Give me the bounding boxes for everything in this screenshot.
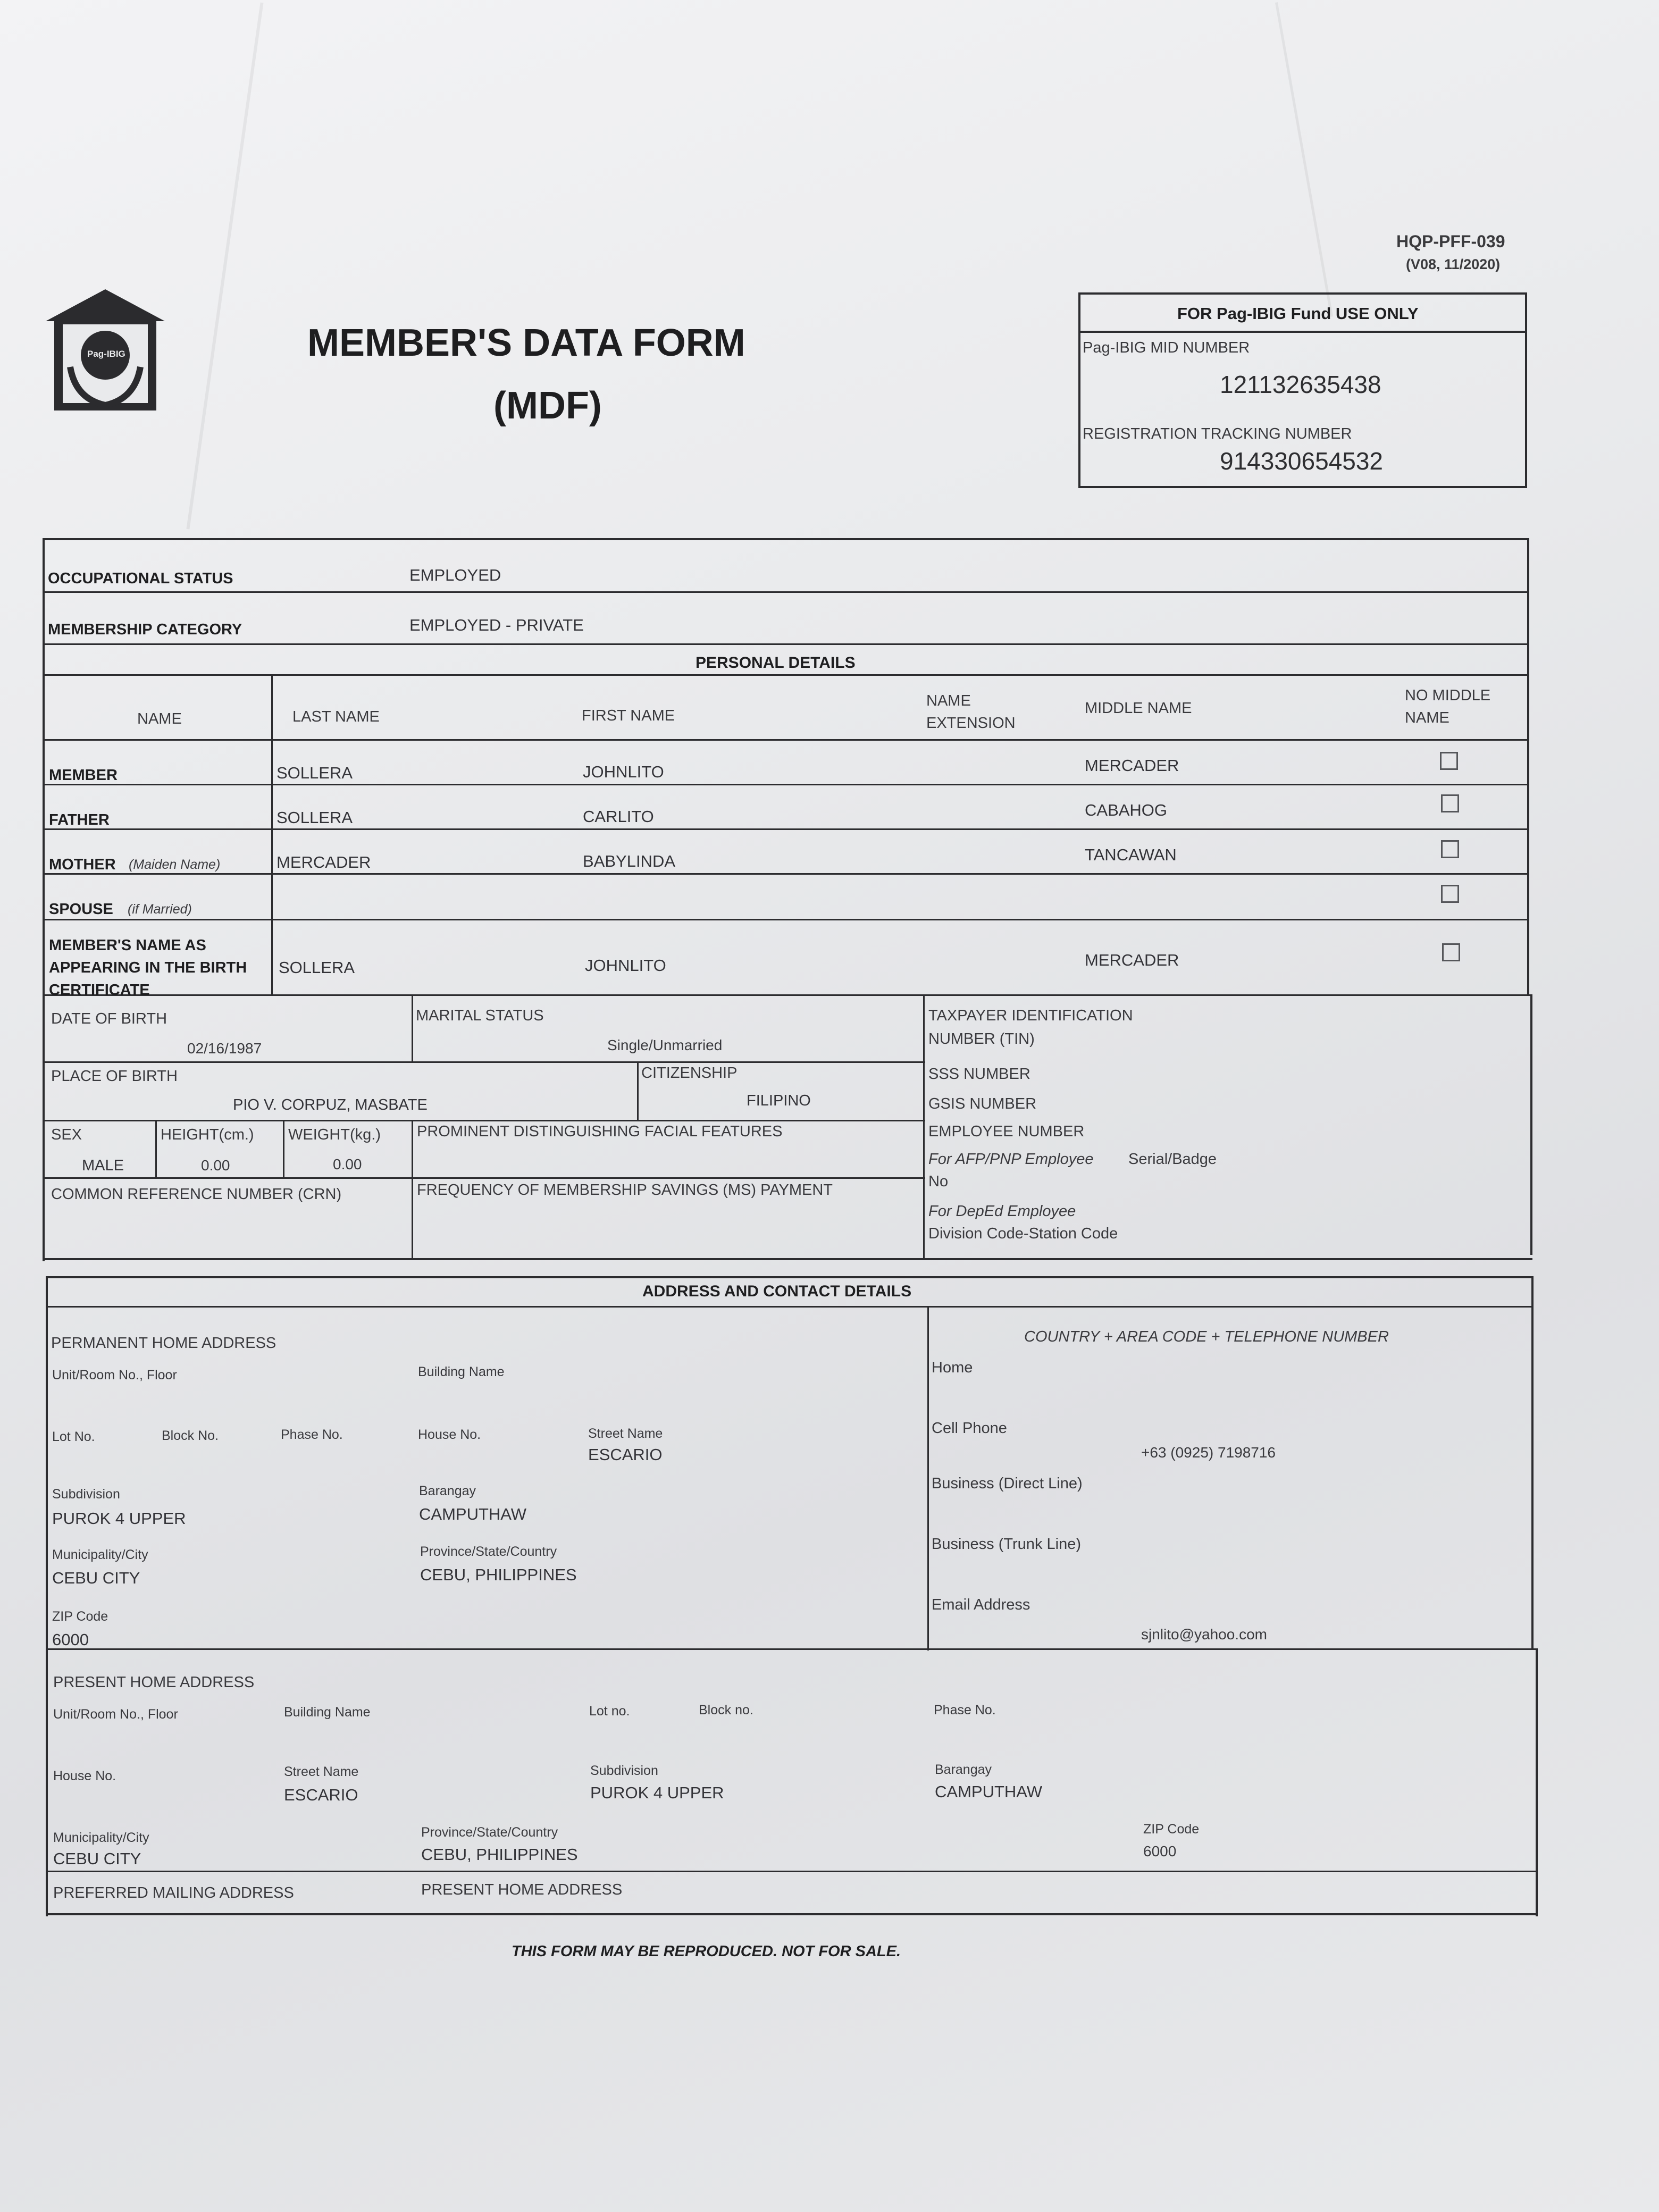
table-border <box>46 1276 48 1916</box>
pagibig-logo <box>44 287 167 420</box>
page-title: MEMBER'S DATA FORM <box>307 322 745 364</box>
row-label-birth-cert: MEMBER'S NAME AS <box>49 937 206 954</box>
present-province-label: Province/State/Country <box>421 1825 558 1840</box>
row-label-member: MEMBER <box>49 767 118 784</box>
present-barangay-value: CAMPUTHAW <box>935 1782 1043 1801</box>
present-zip-code-label: ZIP Code <box>1143 1822 1200 1837</box>
row-divider <box>43 919 1529 920</box>
mid-number-label: Pag-IBIG MID NUMBER <box>1083 339 1250 356</box>
table-border <box>48 1913 1538 1915</box>
no-middle-name-checkbox[interactable] <box>1442 943 1460 961</box>
email-value: sjnlito@yahoo.com <box>1141 1626 1267 1643</box>
col-first-name: FIRST NAME <box>582 707 675 724</box>
row-divider <box>43 739 1529 741</box>
father-first-name: CARLITO <box>583 807 654 826</box>
col-divider <box>283 1120 284 1177</box>
marital-status-label: MARITAL STATUS <box>416 1007 544 1024</box>
weight-value: 0.00 <box>333 1156 362 1172</box>
tin-label: NUMBER (TIN) <box>928 1030 1035 1048</box>
height-value: 0.00 <box>201 1157 230 1174</box>
gsis-label: GSIS NUMBER <box>928 1095 1037 1112</box>
membership-category-value: EMPLOYED - PRIVATE <box>409 616 584 634</box>
col-divider <box>271 674 273 994</box>
rtn-value: 914330654532 <box>1220 447 1383 475</box>
row-divider <box>48 1871 1537 1872</box>
dob-label: DATE OF BIRTH <box>51 1010 167 1027</box>
col-divider <box>923 994 925 1259</box>
building-name-label: Building Name <box>418 1364 505 1379</box>
present-street-name-label: Street Name <box>284 1764 359 1779</box>
row-divider <box>43 643 1529 645</box>
sex-label: SEX <box>51 1126 82 1143</box>
unit-floor-label: Unit/Room No., Floor <box>52 1368 177 1382</box>
col-no-middle-name: NAME <box>1405 709 1449 726</box>
contact-number-heading: COUNTRY + AREA CODE + TELEPHONE NUMBER <box>1024 1328 1389 1345</box>
col-name-extension: NAME <box>926 692 971 709</box>
col-divider <box>412 994 413 1061</box>
table-border <box>1531 1276 1534 1648</box>
street-name-label: Street Name <box>588 1426 663 1441</box>
rtn-label: REGISTRATION TRACKING NUMBER <box>1083 425 1352 442</box>
sex-value: MALE <box>82 1157 124 1174</box>
present-address-label: PRESENT HOME ADDRESS <box>53 1674 255 1691</box>
col-no-middle-name: NO MIDDLE <box>1405 687 1491 704</box>
barangay-value: CAMPUTHAW <box>419 1505 527 1523</box>
present-subdivision-label: Subdivision <box>590 1763 658 1778</box>
father-last-name: SOLLERA <box>276 808 353 827</box>
row-divider <box>45 1120 925 1121</box>
col-name: NAME <box>137 710 182 727</box>
father-middle-name: CABAHOG <box>1085 801 1168 819</box>
member-first-name: JOHNLITO <box>583 763 664 781</box>
mailing-address-label: PREFERRED MAILING ADDRESS <box>53 1884 294 1901</box>
row-divider <box>46 1648 1537 1650</box>
col-last-name: LAST NAME <box>292 708 380 725</box>
subdivision-value: PUROK 4 UPPER <box>52 1509 186 1528</box>
province-value: CEBU, PHILIPPINES <box>420 1565 577 1584</box>
table-border <box>45 1258 1532 1260</box>
business-trunk-label: Business (Trunk Line) <box>932 1536 1081 1553</box>
marital-status-value: Single/Unmarried <box>607 1037 723 1053</box>
present-subdivision-value: PUROK 4 UPPER <box>590 1783 724 1802</box>
row-divider <box>46 1306 1534 1308</box>
row-divider <box>43 873 1529 875</box>
citizenship-value: FILIPINO <box>747 1092 811 1109</box>
paper-crease <box>186 2 263 529</box>
mother-first-name: BABYLINDA <box>583 852 676 870</box>
present-barangay-label: Barangay <box>935 1762 992 1777</box>
division-code-label: Division Code-Station Code <box>928 1225 1118 1242</box>
phase-no-label: Phase No. <box>281 1427 343 1442</box>
present-municipality-value: CEBU CITY <box>53 1849 141 1868</box>
form-version: (V08, 11/2020) <box>1406 256 1501 272</box>
tin-label: TAXPAYER IDENTIFICATION <box>928 1007 1133 1024</box>
row-sublabel-spouse: (if Married) <box>128 902 192 917</box>
table-border <box>43 538 45 1261</box>
serial-badge-label: No <box>928 1173 949 1190</box>
row-sublabel-mother: (Maiden Name) <box>129 857 221 872</box>
mother-last-name: MERCADER <box>276 853 371 872</box>
block-no-label: Block No. <box>162 1428 219 1443</box>
logo-text: Pag-IBIG <box>87 349 125 359</box>
col-middle-name: MIDDLE NAME <box>1085 700 1192 717</box>
no-middle-name-checkbox[interactable] <box>1440 752 1458 770</box>
table-border <box>1536 1648 1538 1916</box>
address-contact-heading: ADDRESS AND CONTACT DETAILS <box>642 1283 912 1300</box>
row-divider <box>43 674 1529 676</box>
weight-label: WEIGHT(kg.) <box>288 1126 381 1143</box>
present-zip-code-value: 6000 <box>1143 1843 1177 1859</box>
serial-badge-label: Serial/Badge <box>1128 1151 1217 1168</box>
province-label: Province/State/Country <box>420 1544 557 1559</box>
afp-pnp-label: For AFP/PNP Employee <box>928 1151 1094 1168</box>
personal-details-heading: PERSONAL DETAILS <box>696 654 856 672</box>
no-middle-name-checkbox[interactable] <box>1441 794 1459 812</box>
col-divider <box>927 1306 929 1650</box>
present-phase-no-label: Phase No. <box>934 1703 996 1717</box>
home-phone-label: Home <box>932 1359 973 1376</box>
municipality-label: Municipality/City <box>52 1547 148 1562</box>
table-border <box>1530 994 1532 1255</box>
col-divider <box>155 1120 157 1177</box>
row-divider <box>45 1061 925 1063</box>
member-middle-name: MERCADER <box>1085 756 1179 775</box>
membership-category-label: MEMBERSHIP CATEGORY <box>48 621 242 638</box>
cell-phone-value: +63 (0925) 7198716 <box>1141 1444 1276 1461</box>
table-border <box>46 1276 1534 1278</box>
col-divider <box>412 1120 413 1259</box>
paper-crease <box>1275 2 1333 317</box>
barangay-label: Barangay <box>419 1484 476 1498</box>
row-label-mother: MOTHER <box>49 856 116 873</box>
fund-box-divider <box>1080 331 1525 333</box>
birth-cert-middle-name: MERCADER <box>1085 951 1179 969</box>
table-border <box>1527 538 1529 995</box>
present-street-name-value: ESCARIO <box>284 1786 358 1804</box>
employee-number-label: EMPLOYEE NUMBER <box>928 1123 1085 1140</box>
page-subtitle: (MDF) <box>493 384 602 427</box>
row-label-spouse: SPOUSE <box>49 901 113 918</box>
row-label-birth-cert: CERTIFICATE <box>49 982 150 999</box>
row-divider <box>43 591 1529 593</box>
no-middle-name-checkbox[interactable] <box>1441 885 1459 903</box>
no-middle-name-checkbox[interactable] <box>1441 840 1459 858</box>
permanent-address-label: PERMANENT HOME ADDRESS <box>51 1335 276 1352</box>
pob-value: PIO V. CORPUZ, MASBATE <box>233 1096 428 1113</box>
present-block-no-label: Block no. <box>699 1703 753 1717</box>
present-unit-floor-label: Unit/Room No., Floor <box>53 1707 178 1722</box>
occupational-status-label: OCCUPATIONAL STATUS <box>48 570 233 587</box>
zip-code-value: 6000 <box>52 1630 89 1649</box>
crn-label: COMMON REFERENCE NUMBER (CRN) <box>51 1186 342 1203</box>
form-code: HQP-PFF-039 <box>1396 232 1505 251</box>
col-name-extension: EXTENSION <box>926 715 1016 732</box>
mother-middle-name: TANCAWAN <box>1085 845 1177 864</box>
height-label: HEIGHT(cm.) <box>161 1126 254 1143</box>
mid-number-value: 121132635438 <box>1220 371 1381 398</box>
email-label: Email Address <box>932 1596 1030 1613</box>
fund-use-heading: FOR Pag-IBIG Fund USE ONLY <box>1177 304 1419 323</box>
row-divider <box>45 1177 925 1179</box>
frequency-label: FREQUENCY OF MEMBERSHIP SAVINGS (MS) PAYMENT <box>417 1182 833 1199</box>
birth-cert-last-name: SOLLERA <box>279 958 355 977</box>
present-building-name-label: Building Name <box>284 1705 371 1720</box>
pob-label: PLACE OF BIRTH <box>51 1068 178 1085</box>
row-divider <box>43 828 1529 830</box>
subdivision-label: Subdivision <box>52 1487 120 1502</box>
footer-note: THIS FORM MAY BE REPRODUCED. NOT FOR SALE. <box>512 1943 901 1960</box>
member-last-name: SOLLERA <box>276 764 353 782</box>
row-label-birth-cert: APPEARING IN THE BIRTH <box>49 959 247 976</box>
mailing-address-value: PRESENT HOME ADDRESS <box>421 1881 623 1898</box>
street-name-value: ESCARIO <box>588 1445 663 1464</box>
present-province-value: CEBU, PHILIPPINES <box>421 1845 578 1864</box>
citizenship-label: CITIZENSHIP <box>641 1065 738 1082</box>
facial-features-label: PROMINENT DISTINGUISHING FACIAL FEATURES <box>417 1123 783 1140</box>
dob-value: 02/16/1987 <box>187 1040 262 1057</box>
occupational-status-value: EMPLOYED <box>409 566 501 584</box>
cell-phone-label: Cell Phone <box>932 1420 1007 1437</box>
present-lot-no-label: Lot no. <box>589 1704 630 1719</box>
present-house-no-label: House No. <box>53 1769 116 1783</box>
deped-label: For DepEd Employee <box>928 1203 1076 1220</box>
row-divider <box>43 994 1531 996</box>
sss-label: SSS NUMBER <box>928 1066 1030 1083</box>
zip-code-label: ZIP Code <box>52 1609 108 1624</box>
row-label-father: FATHER <box>49 811 110 828</box>
row-divider <box>43 784 1529 785</box>
col-divider <box>637 1061 639 1120</box>
business-direct-label: Business (Direct Line) <box>932 1475 1083 1492</box>
birth-cert-first-name: JOHNLITO <box>585 956 666 975</box>
house-no-label: House No. <box>418 1427 481 1442</box>
table-border <box>43 538 1529 540</box>
present-municipality-label: Municipality/City <box>53 1830 149 1845</box>
municipality-value: CEBU CITY <box>52 1569 140 1587</box>
lot-no-label: Lot No. <box>52 1429 95 1444</box>
